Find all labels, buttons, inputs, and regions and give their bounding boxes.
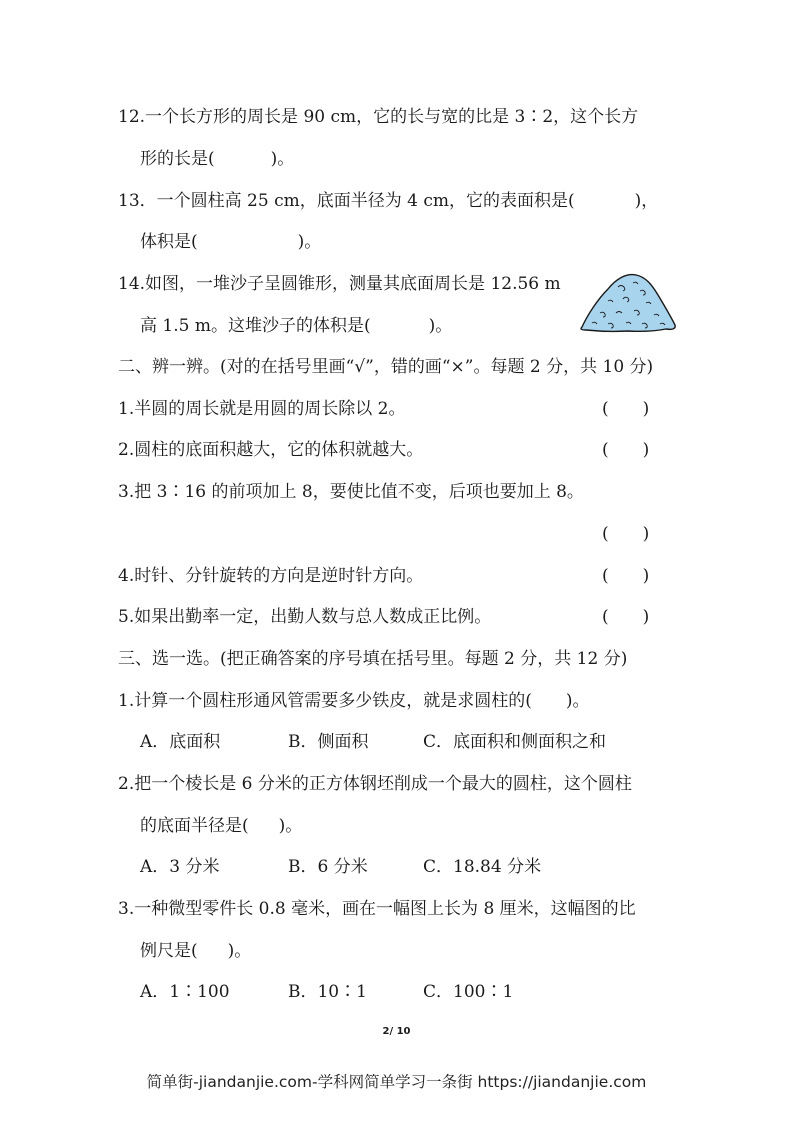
q13-line1-end: )，	[634, 191, 659, 211]
choice-q3-option-a: A．1∶100	[140, 982, 230, 1002]
choice-q2-option-b: B．6 分米	[288, 857, 368, 877]
choice-q1-stem	[118, 689, 590, 713]
judge-item-2: 2.圆柱的底面积越大，它的体积就越大。	[118, 440, 424, 460]
choice-q1-stem-text: 1.计算一个圆柱形通风管需要多少铁皮，就是求圆柱的(	[118, 691, 532, 711]
judge-paren-3[interactable]: ( )	[602, 524, 650, 544]
section3-title: 三、选一选。(把正确答案的序号填在括号里。每题 2 分，共 12 分)	[118, 649, 628, 669]
judge-paren-1[interactable]: ( )	[602, 399, 650, 419]
choice-q1-stem-end: )。	[565, 691, 590, 711]
judge-item-3: 3.把 3∶16 的前项加上 8，要使比值不变，后项也要加上 8。	[118, 482, 584, 502]
q13-line2	[140, 230, 321, 254]
judge-item-5: 5.如果出勤率一定，出勤人数与总人数成正比例。	[118, 607, 492, 627]
choice-q2-option-c: C．18.84 分米	[423, 857, 542, 877]
judge-item-4: 4.时针、分针旋转的方向是逆时针方向。	[118, 566, 424, 586]
choice-q2-option-a: A．3 分米	[140, 857, 220, 877]
q12-line2-text: 形的长是(	[140, 149, 215, 169]
q12-line2-end: )。	[270, 149, 295, 169]
choice-q2-stem2-end: )。	[278, 816, 303, 836]
judge-item-1: 1.半圆的周长就是用圆的周长除以 2。	[118, 399, 406, 419]
choice-q2-stem2-text: 的底面半径是(	[140, 816, 249, 836]
choice-q2-stem2	[140, 814, 302, 838]
choice-q3-stem2-text: 例尺是(	[140, 941, 198, 961]
choice-q3-option-b: B．10∶1	[288, 982, 367, 1002]
choice-q1-option-a: A．底面积	[140, 732, 221, 752]
q13-line1	[118, 189, 658, 213]
q14-line2-end: )。	[428, 316, 453, 336]
sand-pile-icon	[578, 269, 678, 333]
section2-title: 二、辨一辨。(对的在括号里画“√”，错的画“×”。每题 2 分，共 10 分)	[118, 357, 654, 377]
q14-line1: 14.如图，一堆沙子呈圆锥形，测量其底面周长是 12.56 m	[118, 274, 561, 294]
q12-line1: 12.一个长方形的周长是 90 cm，它的长与宽的比是 3∶2，这个长方	[118, 107, 639, 127]
choice-q3-stem2-end: )。	[227, 941, 252, 961]
choice-q3-stem1: 3.一种微型零件长 0.8 毫米，画在一幅图上长为 8 厘米，这幅图的比	[118, 899, 636, 919]
judge-paren-2[interactable]: ( )	[602, 440, 650, 460]
q13-line2-end: )。	[297, 232, 322, 252]
q12-line2	[140, 147, 294, 171]
footer-text: 简单街-jiandanjie.com-学科网简单学习一条街 https://jiandanjie.com	[146, 1073, 647, 1091]
choice-q1-option-b: B．侧面积	[288, 732, 369, 752]
q13-line1-text: 13．一个圆柱高 25 cm，底面半径为 4 cm，它的表面积是(	[118, 191, 575, 211]
choice-q2-stem1: 2.把一个棱长是 6 分米的正方体钢坯削成一个最大的圆柱，这个圆柱	[118, 774, 632, 794]
q13-line2-text: 体积是(	[140, 232, 198, 252]
q14-line2	[140, 314, 452, 338]
q14-line2-text: 高 1.5 m。这堆沙子的体积是(	[140, 316, 371, 336]
page-number: 2/ 10	[382, 1026, 411, 1037]
judge-paren-4[interactable]: ( )	[602, 566, 650, 586]
choice-q3-option-c: C．100∶1	[423, 982, 514, 1002]
judge-paren-5[interactable]: ( )	[602, 607, 650, 627]
choice-q1-option-c: C．底面积和侧面积之和	[423, 732, 607, 752]
choice-q3-stem2	[140, 939, 251, 963]
